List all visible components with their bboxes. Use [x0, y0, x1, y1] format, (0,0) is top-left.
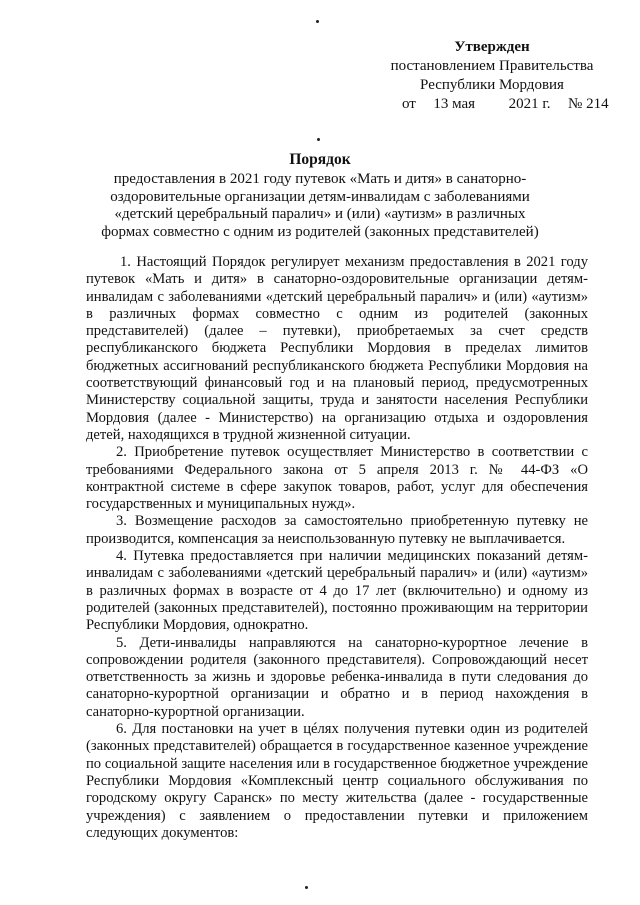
document-number: 214: [586, 96, 609, 112]
number-label: №: [568, 96, 583, 112]
approval-line-1: постановлением Правительства: [390, 58, 594, 74]
approval-date-line: [372, 95, 612, 114]
scan-mark-middle: [317, 138, 320, 141]
paragraph-1: 1. Настоящий Порядок регулирует механизм предоставления в 2021 году путевок «Мать и дитя» в санаторно-оздоровительные организации детям-инвалидам с заболеваниями «детский церебральный паралич» и (или) «аутизм» в различных формах совместно с одним из родителей (законных представителей) (далее – путевки), приобретаемых за счет средств республиканского бюджета Республики Мордовия в пределах лимитов бюджетных ассигнований республиканского бюджета Республики Мордовия на соответствующий финансовый год и на плановый период, предусмотренных Министерству социальной защиты, труда и занятости населения Республики Мордовия (далее - Министерство) на организацию отдыха и оздоровления детей, находящихся в трудной жизненной ситуации.: [86, 254, 588, 443]
approval-line-2: Республики Мордовия: [420, 77, 564, 93]
document-body: [86, 254, 588, 842]
scan-mark-bottom: [305, 886, 308, 889]
paragraph-5: 5. Дети-инвалиды направляются на санаторно-курортное лечение в сопровождении родителя (законного представителя). Сопровождающий несет ответственность за жизнь и здоровье ребенка-инвалида в пути следования до санаторно-курортной организации и обратно и в период нахождения в санаторно-курортной организации.: [86, 634, 588, 720]
paragraph-3: 3. Возмещение расходов за самостоятельно приобретенную путевку не производится, компенсация за неиспользованную путевку не выплачивается.: [86, 513, 588, 547]
approval-stamp: [372, 38, 612, 114]
document-title: Порядок: [289, 151, 351, 168]
approval-label: Утвержден: [454, 39, 530, 55]
date-year: 2021 г.: [508, 96, 551, 112]
date-day-month: 13 мая: [433, 96, 476, 112]
date-prefix: от: [402, 96, 416, 112]
title-block: [0, 150, 640, 241]
scan-mark-top: [316, 20, 319, 23]
paragraph-4: 4. Путевка предоставляется при наличии медицинских показаний детям-инвалидам с заболеваниями «детский церебральный паралич» и (или) «аутизм» в различных формах в возрасте от 4 до 17 лет (включительно) и одному из родителей (законных представителей), постоянно проживающим на территории Республики Мордовия, однократно.: [86, 548, 588, 634]
document-subtitle: предоставления в 2021 году путевок «Мать и дитя» в санаторно-оздоровительные организации детям-инвалидам с заболеваниями «детский церебральный паралич» и (или) «аутизм» в различных формах совместно с одним из родителей (законных представителей): [101, 171, 539, 240]
paragraph-2: 2. Приобретение путевок осуществляет Министерство в соответствии с требованиями Федерального закона от 5 апреля 2013 г. № 44-ФЗ «О контрактной системе в сфере закупок товаров, работ, услуг для обеспечения государственных и муниципальных нужд».: [86, 444, 588, 513]
paragraph-6: 6. Для постановки на учет в цéлях получения путевки один из родителей (законных представителей) обращается в государственное казенное учреждение по социальной защите населения или в государственное бюджетное учреждение Республики Мордовия «Комплексный центр социального обслуживания по городскому округу Саранск» по месту жительства (далее - государственные учреждения) с заявлением о предоставлении путевки и приложением следующих документов:: [86, 721, 588, 841]
